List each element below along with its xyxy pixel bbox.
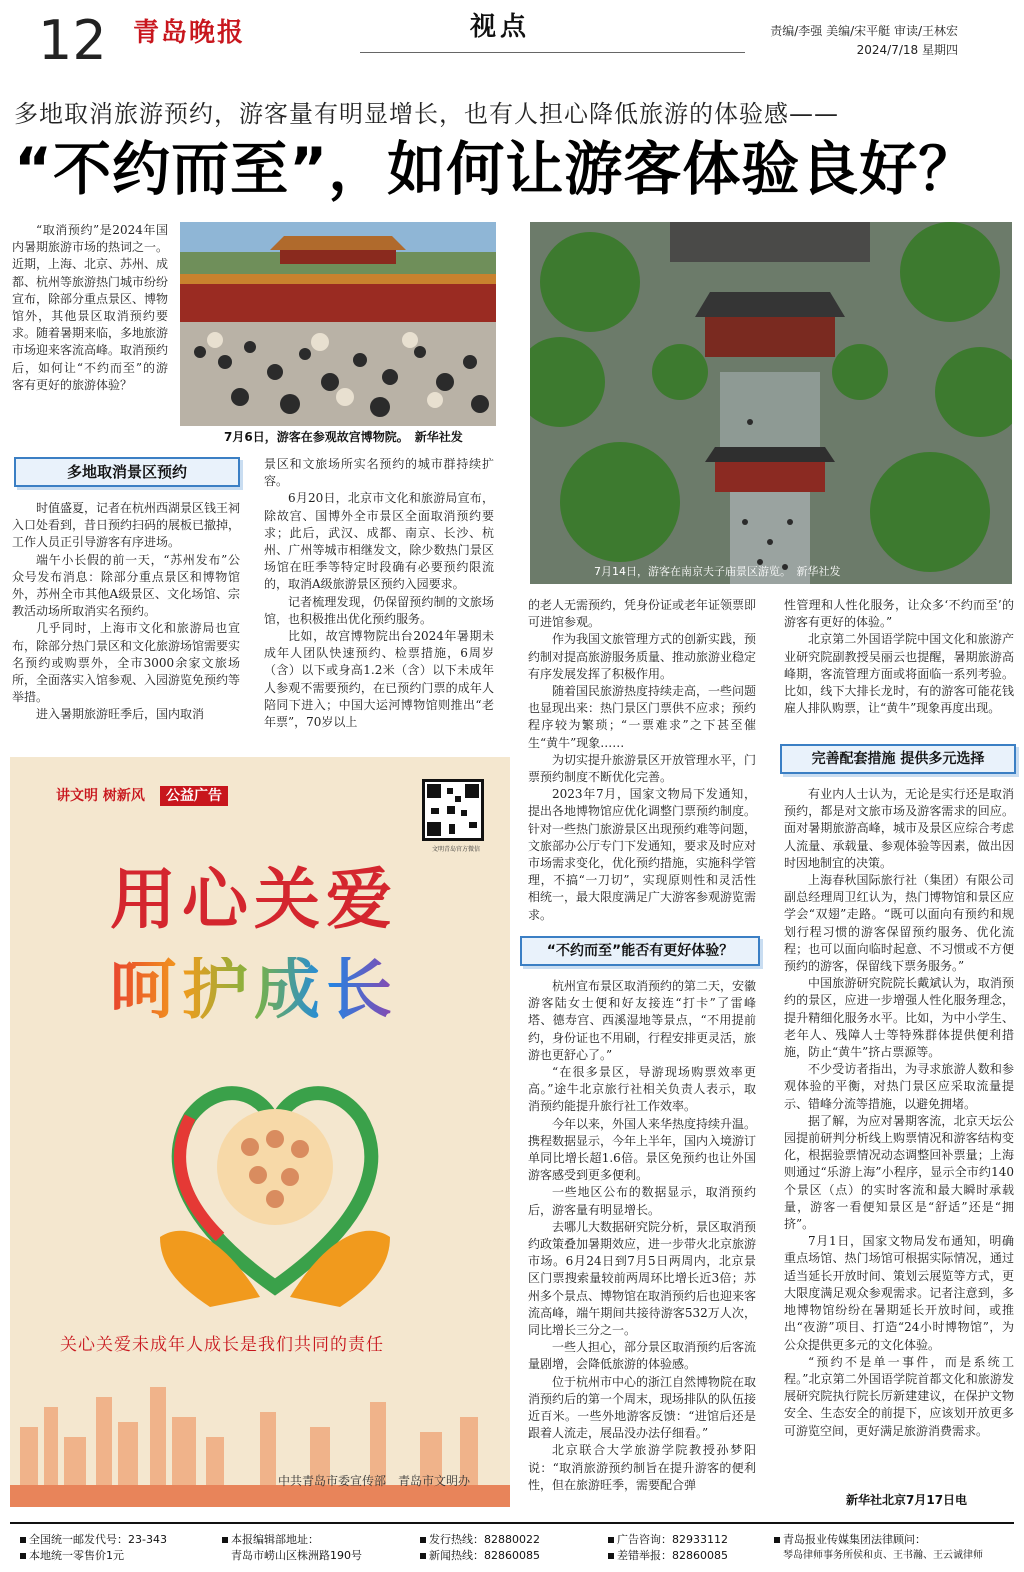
- paragraph: 2023年7月，国家文物局下发通知，提出各地博物馆应优化调整门票预约制度。针对一些热门旅游景区出现预约难等问题，文旅部办公厅专门下发通知，要求及时应对市场需求变化，优化预约措施，实施科学管理，不搞“一刀切”，实现原则性和灵活性相统一，最大限度满足广大游客参观游览需求。: [528, 787, 756, 922]
- article-column-c: [528, 597, 756, 927]
- lead-paragraph: “取消预约”是2024年国内暑期旅游市场的热词之一。近期，上海、北京、苏州、成都、杭州等旅游热门城市纷纷宣布，除部分重点景区、博物馆外，其他景区取消预约要求。随着暑期来临，多地旅游市场迎来客流高峰。取消预约后，如何让“不约而至”的游客有更好的旅游体验？: [12, 223, 168, 392]
- footer-postal: [20, 1532, 167, 1564]
- photo2-caption: 7月14日，游客在南京夫子庙景区游览。 新华社发: [594, 565, 841, 578]
- page-number: 12: [38, 9, 107, 72]
- article-headline: “不约而至”，如何让游客体验良好？: [14, 135, 978, 203]
- paragraph: 不少受访者指出，为寻求旅游人数和参观体验的平衡，对热门景区应采取流量提示、错峰分流等措施，以避免拥堵。: [784, 1062, 1014, 1111]
- paragraph: 比如，故宫博物院出台2024年暑期未成年人团队快速预约、检票措施，6周岁（含）以下或身高1.2米（含）以下未成年人参观不需要预约，在已预约门票的成年人陪同下进入；中国大运河博物馆则推出“老年票”，70岁以上: [264, 629, 494, 730]
- section-heading-better-experience: “不约而至”能否有更好体验？: [520, 936, 760, 966]
- footer-text: 本地统一零售价1元: [29, 1549, 124, 1562]
- section-heading-supporting-measures: 完善配套措施 提供多元选择: [780, 744, 1016, 774]
- paragraph: 的老人无需预约，凭身份证或老年证领票即可进馆参观。: [528, 598, 756, 630]
- paragraph: 中国旅游研究院院长戴斌认为，取消预约的景区，应进一步增强人性化服务理念，提升精细化服务水平。比如，为中小学生、老年人、残障人士等特殊群体提供便利措施，防止“黄牛”挤占票源等。: [784, 976, 1014, 1060]
- paragraph: 一些地区公布的数据显示，取消预约后，游客量有明显增长。: [528, 1185, 756, 1217]
- qr-label: 文明青岛官方微信: [431, 846, 480, 853]
- paragraph: 位于杭州市中心的浙江自然博物院在取消预约后的第一个周末，现场排队的队伍接近百米。一些外地游客反馈：“进馆后还是跟着人流走，展品没办法仔细看。”: [528, 1374, 756, 1441]
- paragraph: 北京联合大学旅游学院教授孙梦阳说：“取消旅游预约制旨在提升游客的便利性，但在旅游旺季，需要配合弹: [528, 1443, 756, 1492]
- article-column-a: [12, 500, 240, 745]
- footer-text: 青岛报业传媒集团法律顾问：: [783, 1533, 926, 1546]
- paragraph: 为切实提升旅游景区开放管理水平，门票预约制度不断优化完善。: [528, 752, 756, 785]
- paragraph: 上海春秋国际旅行社（集团）有限公司副总经理周卫红认为，热门博物馆和景区应学会“双翅”走路。“既可以面向有预约和规划行程习惯的游客保留预约服务、优化流程；也可以面向临时起意、不习惯或不方便预约的游客，保留线下票务服务。”: [784, 873, 1014, 974]
- photo-forbidden-city: [180, 222, 496, 426]
- ad-tag-label: 公益广告: [160, 786, 228, 806]
- paragraph: 作为我国文旅管理方式的创新实践，预约制对提高旅游服务质量、推动旅游业稳定有序发展发挥了积极作用。: [528, 632, 756, 681]
- paragraph: 今年以来，外国人来华热度持续升温。携程数据显示，今年上半年，国内入境游订单同比增长超1.6倍。景区免预约也让外国游客感受到更多便利。: [528, 1116, 756, 1183]
- footer-ads-contact: [608, 1532, 728, 1564]
- ad-slogan: 关心关爱未成年人成长是我们共同的责任: [60, 1335, 384, 1355]
- footer-text: 差错举报：82860085: [617, 1549, 728, 1562]
- article-column-d2: [784, 786, 1014, 1488]
- paragraph: “预约不是单一事件，而是系统工程。”北京第二外国语学院首都文化和旅游发展研究院执行院长厉新建建议，在保护文物安全、生态安全的前提下，应该划开放更多可游览空间，更好满足旅游消费需求。: [784, 1354, 1014, 1438]
- footer-text: 本报编辑部地址：: [231, 1533, 319, 1546]
- paragraph: 性管理和人性化服务，让众多‘不约而至’的游客有更好的体验。”: [784, 598, 1014, 630]
- ad-sponsor: 中共青岛市委宣传部 青岛市文明办: [278, 1474, 471, 1488]
- photo1-caption: 7月6日，游客在参观故宫博物院。 新华社发: [224, 430, 463, 444]
- issue-date: 2024/7/18 星期四: [856, 43, 958, 58]
- paragraph: 据了解，为应对暑期客流，北京天坛公园提前研判分析线上购票情况和游客结构变化，根据验票情况动态调整回补票量；上海则通过“乐游上海”小程序，显示全市约140个景区（点）的实时客流和最大瞬时承载量，游客一看便知景区是“舒适”还是“拥挤”。: [784, 1113, 1014, 1232]
- footer-text: 全国统一邮发代号：23-343: [29, 1533, 167, 1546]
- article-column-c2: [528, 978, 756, 1508]
- article-subheadline: 多地取消旅游预约，游客量有明显增长，也有人担心降低旅游的体验感——: [14, 100, 839, 128]
- footer-hotlines: [420, 1532, 540, 1564]
- paragraph: 一些人担心，部分景区取消预约后客流量剧增，会降低旅游的体验感。: [528, 1340, 756, 1372]
- footer-address: [222, 1532, 362, 1564]
- footer-text: 新闻热线：82860085: [429, 1549, 540, 1562]
- footer-legal: [774, 1532, 983, 1564]
- ad-tag: 讲文明 树新风: [56, 788, 145, 804]
- footer-text: 琴岛律师事务所侯和贞、王书瀚、王云诚律师: [783, 1550, 983, 1561]
- paragraph: 景区和文旅场所实名预约的城市群持续扩容。: [264, 457, 494, 489]
- paragraph: 有业内人士认为，无论是实行还是取消预约，都是对文旅市场及游客需求的回应。面对暑期旅游高峰，城市及景区应综合考虑人流量、承载量、参观体验等因素，做出因时因地制宜的决策。: [784, 787, 1014, 870]
- credits: [768, 22, 958, 60]
- footer-text: 发行热线：82880022: [429, 1533, 540, 1546]
- paragraph: 7月1日，国家文物局发布通知，明确重点场馆、热门场馆可根据实际情况，通过适当延长开放时间、策划云展览等方式，更大限度满足观众参观需求。记者注意到，多地博物馆纷纷在暑期延长开放时间，或推出“夜游”项目、打造“24小时博物馆”，为公众提供更多元的文化体验。: [784, 1234, 1014, 1352]
- ad-title-line1: 用心关爱: [110, 861, 398, 938]
- paragraph: 端午小长假的前一天，“苏州发布”公众号发布消息：除部分重点景区和博物馆外，苏州全市其他A级景区、文化场馆、宗教活动场所取消实名预约。: [12, 552, 240, 619]
- forbidden-city-illustration: [180, 222, 496, 426]
- editor-credits: 责编/李强 美编/宋平艇 审读/王林宏: [770, 24, 958, 38]
- paragraph: 记者梳理发现，仍保留预约制的文旅场馆，也积极推出优化预约服务。: [264, 594, 494, 626]
- section-heading-cancel-reservation: 多地取消景区预约: [14, 457, 240, 487]
- paragraph: 时值盛夏，记者在杭州西湖景区钱王祠入口处看到，昔日预约扫码的展板已撤掉，工作人员正引导游客有序进场。: [12, 501, 240, 550]
- paragraph: 6月20日，北京市文化和旅游局宣布，除故宫、国博外全市景区全面取消预约要求；此后，武汉、成都、南京、长沙、杭州、广州等城市相继发文，除少数热门景区场馆在旺季等特定时段确有必要预约限流的，取消A级旅游景区预约入园要求。: [264, 491, 494, 592]
- dateline: 新华社北京7月17日电: [846, 1493, 968, 1507]
- public-service-ad: [10, 757, 510, 1507]
- newspaper-masthead: 青岛晚报: [133, 18, 246, 48]
- heart-hands-icon: [150, 1047, 400, 1317]
- paragraph: 几乎同时，上海市文化和旅游局也宣布，除部分热门景区和文化旅游场馆需要实名预约或购票外，全市3000余家文旅场所，全面落实入馆参观、入园游览免预约等举措。: [12, 621, 240, 705]
- article-column-b: [264, 456, 494, 746]
- section-title: 视点: [470, 12, 531, 42]
- temple-aerial-illustration: [530, 222, 1012, 584]
- qr-pattern: [425, 782, 481, 838]
- qr-code-icon: [422, 779, 484, 841]
- header-divider: [360, 52, 745, 53]
- paragraph: 进入暑期旅游旺季后，国内取消: [36, 707, 205, 722]
- paragraph: 去哪儿大数据研究院分析，景区取消预约政策叠加暑期效应，进一步带火北京旅游市场。6月24日到7月5日两周内，北京景区门票搜索量较前两周环比增长近3倍；苏州多个景点、博物馆在取消预约后也迎来客流高峰，端午期间共接待游客532万人次，同比增长三分之一。: [528, 1219, 756, 1338]
- article-lead: [12, 222, 168, 434]
- footer-text: 青岛市崂山区株洲路190号: [231, 1549, 362, 1562]
- paragraph: 杭州宣布景区取消预约的第二天，安徽游客陆女士便和好友接连“打卡”了雷峰塔、德寿宫、西溪湿地等景点，“不用提前约，身份证也不用刷，行程安排更灵活，旅游也更舒心了。”: [528, 979, 756, 1062]
- paragraph: 随着国民旅游热度持续走高，一些问题也显现出来：热门景区门票供不应求；预约程序较为繁琐；“一票难求”之下甚至催生“黄牛”现象……: [528, 684, 756, 750]
- footer-divider: [10, 1522, 1014, 1524]
- article-column-d: [784, 597, 1014, 737]
- paragraph: “在很多景区，导游现场购票效率更高。”途牛北京旅行社相关负责人表示，取消预约能提升旅行社工作效率。: [528, 1065, 756, 1114]
- ad-title-line2: 呵护成长: [110, 951, 398, 1028]
- photo-confucius-temple: [530, 222, 1012, 584]
- paragraph: 北京第二外国语学院中国文化和旅游产业研究院副教授吴丽云也提醒，暑期旅游高峰期，客流管理方面或将面临一系列考验。比如，线下大排长龙时，有的游客可能花钱雇人排队购票，让“黄牛”现象再度出现。: [784, 632, 1014, 716]
- footer-text: 广告咨询：82933112: [617, 1533, 728, 1546]
